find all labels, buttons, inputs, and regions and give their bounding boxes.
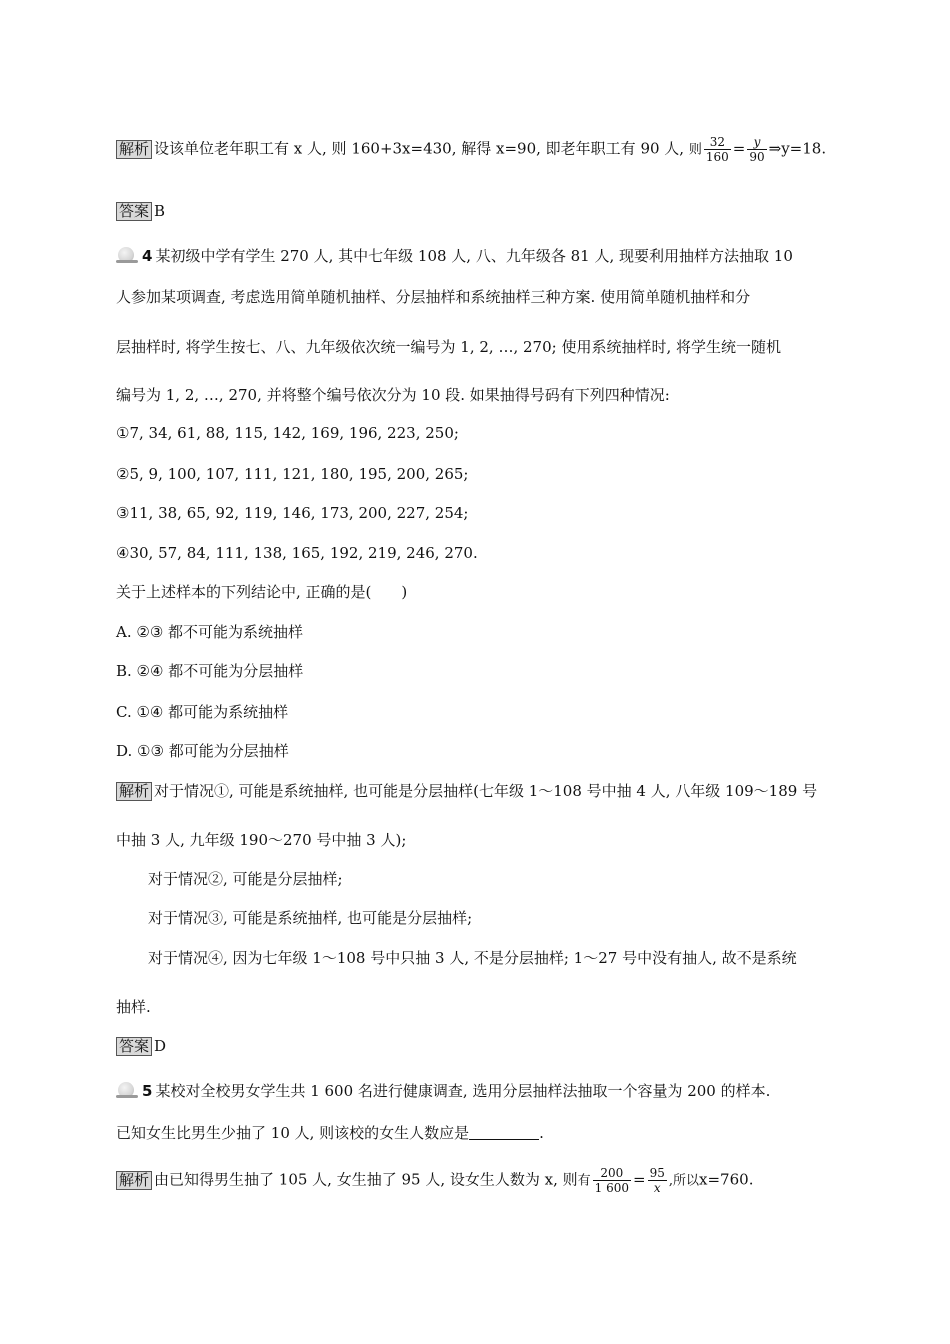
answer-value: B xyxy=(154,202,166,220)
case-4: ④30, 57, 84, 111, 138, 165, 192, 219, 246, 270. xyxy=(116,544,478,562)
equals-sign: = xyxy=(633,1170,646,1189)
solution-4-line-1 xyxy=(116,781,817,801)
solution-4-line-6: 抽样. xyxy=(116,998,151,1016)
fraction-y-90: $\frac{y}{90}$ xyxy=(749,135,765,164)
question-4-line-3: 层抽样时, 将学生按七、八、九年级依次统一编号为 1, 2, …, 270; 使用系统抽样时, 将学生统一随机 xyxy=(116,338,781,356)
answer-line xyxy=(116,201,165,221)
jiexi-tag: 解析 xyxy=(116,1171,152,1190)
question-bullet-icon xyxy=(116,1082,138,1098)
question-text: 某初级中学有学生 270 人, 其中七年级 108 人, 八、九年级各 81 人, 现要利用抽样方法抽取 10 xyxy=(155,247,793,265)
answer-blank xyxy=(469,1125,539,1140)
solution-text: 设该单位老年职工有 x 人, 则 160+3x=430, 解得 x=90, 即老年职工有 90 人, xyxy=(154,139,685,158)
question-4-line-1 xyxy=(116,246,793,266)
solution-text: 对于情况①, 可能是系统抽样, 也可能是分层抽样(七年级 1～108 号中抽 4 人, 八年级 109～189 号 xyxy=(154,782,818,800)
fraction-95-x: $\frac{95}{x}$ xyxy=(649,1166,665,1195)
jiexi-tag: 解析 xyxy=(116,140,152,159)
solution-line xyxy=(116,135,826,164)
solution-text: 由已知得男生抽了 105 人, 女生抽了 95 人, 设女生人数为 x, 则 xyxy=(154,1170,578,1189)
solution-5-line xyxy=(116,1166,753,1195)
solution-tail: x=760. xyxy=(699,1170,754,1189)
fraction-32-160: $\frac{32}{160}$ xyxy=(705,135,729,164)
solution-4-line-3: 对于情况②, 可能是分层抽样; xyxy=(148,870,343,888)
question-text: 已知女生比男生少抽了 10 人, 则该校的女生人数应是 xyxy=(116,1124,470,1142)
question-number: 5 xyxy=(142,1082,153,1100)
answer-tag: 答案 xyxy=(116,202,152,221)
case-1: ①7, 34, 61, 88, 115, 142, 169, 196, 223, 250; xyxy=(116,424,459,442)
case-2: ②5, 9, 100, 107, 111, 121, 180, 195, 200, 265; xyxy=(116,465,469,483)
question-4-line-4: 编号为 1, 2, …, 270, 并将整个编号依次分为 10 段. 如果抽得号码有下列四种情况: xyxy=(116,386,670,404)
solution-4-line-4: 对于情况③, 可能是系统抽样, 也可能是分层抽样; xyxy=(148,909,473,927)
question-text: 某校对全校男女学生共 1 600 名进行健康调查, 选用分层抽样法抽取一个容量为 200 的样本. xyxy=(155,1082,771,1100)
answer-tag: 答案 xyxy=(116,1037,152,1056)
question-4-line-2: 人参加某项调查, 考虑选用简单随机抽样、分层抽样和系统抽样三种方案. 使用简单随机抽样和分 xyxy=(116,288,751,306)
you-text: 有 xyxy=(577,1173,591,1189)
answer-value: D xyxy=(154,1037,167,1055)
option-c: C. ①④ 都可能为系统抽样 xyxy=(116,703,289,721)
question-bullet-icon xyxy=(116,247,138,263)
period: . xyxy=(539,1124,544,1142)
ze-text: 则 xyxy=(688,142,702,158)
question-5-line-2 xyxy=(116,1123,544,1143)
option-d: D. ①③ 都可能为分层抽样 xyxy=(116,742,289,760)
case-3: ③11, 38, 65, 92, 119, 146, 173, 200, 227, 254; xyxy=(116,504,469,522)
solution-4-line-5: 对于情况④, 因为七年级 1～108 号中只抽 3 人, 不是分层抽样; 1～27 号中没有抽人, 故不是系统 xyxy=(148,949,797,967)
option-a: A. ②③ 都不可能为系统抽样 xyxy=(116,623,304,641)
answer-line xyxy=(116,1036,166,1056)
fraction-200-1600: $\frac{200}{1 600}$ xyxy=(594,1166,630,1195)
solution-tail: ⇒y=18. xyxy=(768,139,827,158)
question-5-line-1 xyxy=(116,1081,770,1101)
option-b: B. ②④ 都不可能为分层抽样 xyxy=(116,662,304,680)
question-prompt: 关于上述样本的下列结论中, 正确的是( ) xyxy=(116,583,408,601)
solution-4-line-2: 中抽 3 人, 九年级 190～270 号中抽 3 人); xyxy=(116,831,407,849)
jiexi-tag: 解析 xyxy=(116,782,152,801)
equals-sign: = xyxy=(732,139,746,158)
suoyi-text: ,所以 xyxy=(668,1173,700,1189)
question-number: 4 xyxy=(142,247,153,265)
